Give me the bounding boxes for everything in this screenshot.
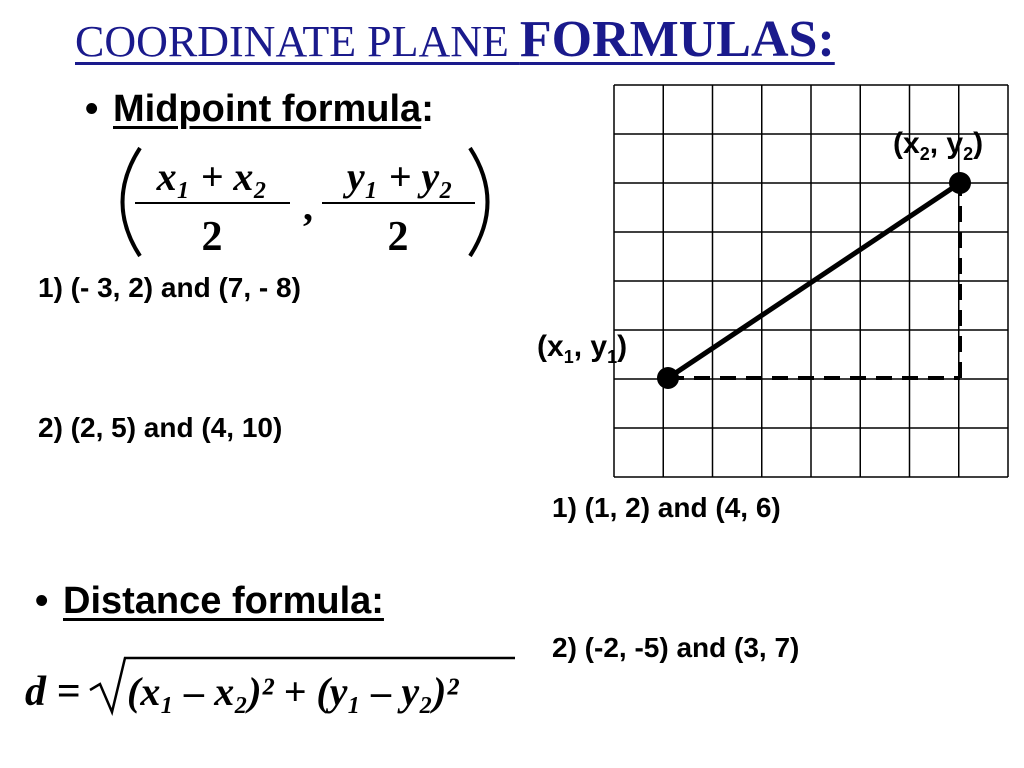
- midpoint-numerator-y: y₁ + y₂: [346, 154, 454, 199]
- point-1-y-sub: 1: [607, 347, 618, 367]
- point-2-label: ($x_2$, $y_2$): [893, 127, 984, 164]
- midpoint-colon: :: [421, 88, 434, 130]
- midpoint-problem-2: 2) (2, 5) and (4, 10): [38, 412, 283, 443]
- point-2-x-sub: 2: [919, 144, 930, 164]
- distance-problem-2: 2) (-2, -5) and (3, 7): [552, 632, 800, 663]
- distance-label: Distance formula:: [63, 580, 384, 622]
- title-part-2: FORMULAS:: [519, 11, 835, 68]
- midpoint-numerator-x: x₁ + x₂: [156, 154, 268, 199]
- distance-lhs: d =: [25, 669, 81, 715]
- point-1-x-sub: 1: [563, 347, 574, 367]
- distance-radicand: (x₁ – x₂)² + (y₁ – y₂)²: [127, 669, 459, 714]
- midpoint-comma: ,: [303, 184, 313, 229]
- distance-formula: [25, 658, 515, 715]
- point-1-x: x: [547, 330, 564, 363]
- point-1-dot: [657, 367, 679, 389]
- midpoint-label: Midpoint formula: [113, 88, 422, 130]
- point-1-label: ($x_1$, $y_1$): [537, 330, 628, 367]
- midpoint-formula: [123, 148, 488, 260]
- bullet-dot: •: [85, 88, 99, 130]
- title-part-1: COORDINATE PLANE: [75, 17, 520, 66]
- point-2-dot: [949, 172, 971, 194]
- midpoint-denominator-x: 2: [201, 214, 223, 260]
- point-2-x: x: [903, 127, 920, 160]
- distance-heading: [35, 580, 384, 623]
- midpoint-denominator-y: 2: [387, 214, 409, 260]
- midpoint-problem-1: 1) (- 3, 2) and (7, - 8): [38, 272, 301, 303]
- bullet-dot: •: [35, 580, 49, 622]
- point-1-y: y: [590, 330, 608, 363]
- distance-problem-1: 1) (1, 2) and (4, 6): [552, 492, 781, 523]
- point-2-y-sub: 2: [963, 144, 974, 164]
- point-2-y: y: [946, 127, 964, 160]
